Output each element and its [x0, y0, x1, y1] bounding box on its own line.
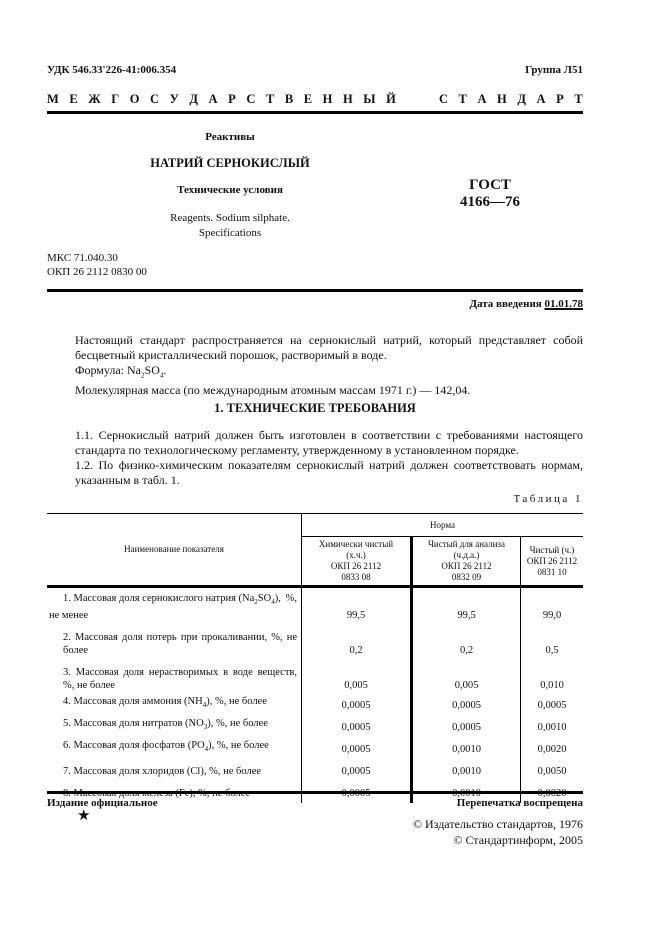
heading-letter: Н — [342, 92, 353, 106]
heading-letter: С — [150, 92, 160, 106]
table-row — [47, 759, 583, 781]
header-grade-pure: Чистый (ч.) ОКП 26 2112 0831 10 — [521, 537, 584, 587]
row-value: 0,0010 — [412, 737, 521, 759]
middle-rule — [47, 289, 583, 292]
heading-letter: А — [536, 92, 546, 106]
table-row — [47, 587, 583, 624]
row-value: 99,5 — [412, 587, 521, 624]
requirements-table — [47, 513, 583, 803]
classification-codes — [47, 251, 147, 279]
row-value: 0,2 — [412, 623, 521, 658]
heading-letter: Е — [69, 92, 78, 106]
table-row — [47, 623, 583, 658]
heading-letter: А — [208, 92, 218, 106]
row-value: 0,0020 — [521, 737, 584, 759]
header-norma: Норма — [302, 514, 584, 537]
star-icon: ★ — [77, 808, 91, 824]
heading-letter: Г — [111, 92, 120, 106]
gost-number: 4166—76 — [460, 194, 520, 210]
row-value: 0,010 — [521, 658, 584, 693]
group-code: Группа Л51 — [525, 64, 583, 76]
table-row — [47, 715, 583, 737]
header-grade-chemically-pure: Химически чистый (х.ч.) ОКП 26 2112 0833 08 — [302, 537, 412, 587]
intro-section — [47, 333, 583, 398]
row-value: 0,0005 — [412, 715, 521, 737]
row-value: 0,0010 — [412, 759, 521, 781]
formula-line: Формула: $Na_2SO_4$. — [75, 363, 167, 380]
row-name: 2. Массовая доля потерь при прокаливании, %, не более — [63, 632, 297, 656]
heading-letter: Т — [574, 92, 583, 106]
row-name: 6. Массовая доля фосфатов $(PO_4)$, %, не более — [63, 739, 269, 753]
heading-letter: В — [284, 92, 294, 106]
gost-designation — [440, 177, 540, 211]
english-title — [110, 211, 350, 241]
row-value: 0,005 — [412, 658, 521, 693]
english-title-line2: Specifications — [198, 227, 262, 239]
gost-label: ГОСТ — [469, 177, 511, 193]
table-label: Таблица 1 — [513, 493, 583, 505]
table-row — [47, 737, 583, 759]
row-value: 0,0005 — [521, 693, 584, 715]
heading-letter: Р — [556, 92, 564, 106]
heading-letter: О — [129, 92, 140, 106]
mks-code: МКС 71.040.30 — [47, 252, 118, 264]
row-name: 1. Массовая доля сернокислого натрия $(Na_2SO_4)$, %, не менее — [49, 592, 297, 621]
heading-letter: Ж — [88, 92, 101, 106]
molar-mass-line: Молекулярная масса (по международным атомным массам 1971 г.) — 142,04. — [75, 383, 471, 398]
table-row — [47, 693, 583, 715]
heading-letter: Т — [458, 92, 467, 106]
row-value: 0,0005 — [302, 737, 412, 759]
heading-letter: Д — [189, 92, 198, 106]
heading-letter: Й — [386, 92, 396, 106]
copyright-block — [413, 816, 583, 848]
intro-paragraph: Настоящий стандарт распространяется на сернокислый натрий, который представляет собой бесцветный кристаллический порошок, растворимый в воде. — [75, 333, 583, 362]
row-value: 0,0010 — [521, 715, 584, 737]
row-value: 0,5 — [521, 623, 584, 658]
row-value: 0,2 — [302, 623, 412, 658]
document-title: НАТРИЙ СЕРНОКИСЛЫЙ — [150, 156, 310, 170]
row-value: 99,5 — [302, 587, 412, 624]
section-title: 1. ТЕХНИЧЕСКИЕ ТРЕБОВАНИЯ — [214, 401, 416, 415]
bottom-rule — [47, 791, 583, 794]
clause-1-2: 1.2. По физико-химическим показателям сернокислый натрий должен соответствовать нормам, указанным в табл. 1. — [75, 458, 583, 487]
reprint-prohibited-label: Перепечатка воспрещена — [456, 797, 583, 809]
row-value: 99,0 — [521, 587, 584, 624]
english-title-line1: Reagents. Sodium silphate. — [170, 212, 290, 224]
heading-letter: Н — [497, 92, 507, 106]
heading-letter: Р — [228, 92, 236, 106]
heading-gap — [406, 92, 428, 107]
header-indicator-name: Наименование показателя — [47, 514, 302, 587]
row-name: 7. Массовая доля хлоридов (Cl), %, не более — [63, 766, 262, 777]
header-grade-analytical: Чистый для анализа (ч.д.а.) ОКП 26 2112 0832 09 — [412, 537, 521, 587]
row-name: 5. Массовая доля нитратов $(NO_3)$, %, не более — [63, 717, 268, 731]
row-value: 0,0050 — [521, 759, 584, 781]
top-rule — [47, 111, 583, 114]
heading-letter: Н — [322, 92, 333, 106]
row-name: 3. Массовая доля нерастворимых в воде веществ, %, не более — [63, 667, 297, 691]
heading-letter: Д — [517, 92, 526, 106]
table-row — [47, 658, 583, 693]
heading-letter: Т — [265, 92, 275, 106]
okp-code: ОКП 26 2112 0830 00 — [47, 266, 147, 278]
heading-letter: Е — [303, 92, 313, 106]
intro-date-value: 01.01.78 — [544, 298, 583, 310]
clause-1-1: 1.1. Сернокислый натрий должен быть изготовлен в соответствии с требованиями настоящего стандарта по технологическому регламенту, утвержденному в установленном порядке. — [75, 428, 583, 457]
heading-letter: М — [47, 92, 59, 106]
official-edition-label: Издание официальное — [47, 797, 158, 809]
interstate-standard-heading — [47, 92, 583, 107]
copyright-1976: © Издательство стандартов, 1976 — [412, 817, 583, 831]
intro-date-label: Дата введения — [469, 298, 542, 310]
intro-date — [469, 298, 583, 310]
row-value: 0,0005 — [302, 715, 412, 737]
row-value: 0,0005 — [302, 693, 412, 715]
heading-letter: С — [246, 92, 256, 106]
heading-letter: С — [438, 92, 448, 106]
heading-letter: А — [477, 92, 487, 106]
row-value: 0,005 — [302, 658, 412, 693]
section-body — [47, 428, 583, 488]
heading-letter: Ы — [363, 92, 376, 106]
heading-letter: У — [169, 92, 179, 106]
row-name: 4. Массовая доля аммония $(NH_4)$, %, не более — [63, 695, 267, 709]
category-label: Реактивы — [205, 131, 255, 143]
document-subtitle: Технические условия — [177, 184, 283, 196]
row-value: 0,0005 — [412, 693, 521, 715]
row-value: 0,0005 — [302, 759, 412, 781]
udk-code: УДК 546.33'226-41:006.354 — [47, 64, 177, 76]
copyright-2005: © Стандартинформ, 2005 — [453, 833, 583, 847]
